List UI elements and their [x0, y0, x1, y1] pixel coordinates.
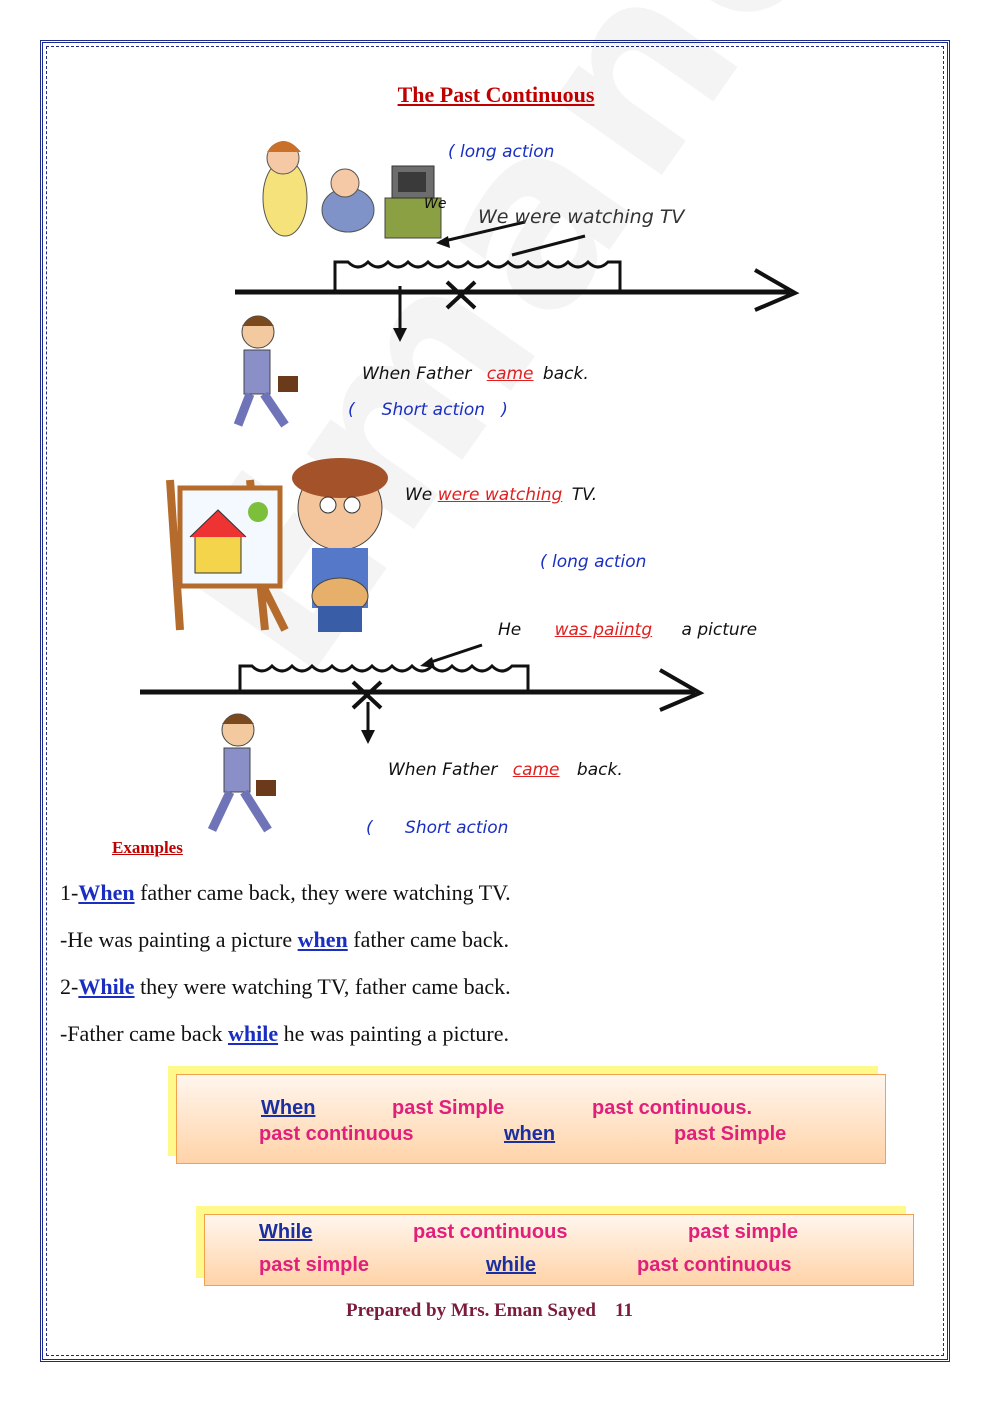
example-pre: -Father came back — [60, 1021, 228, 1046]
examples-heading: Examples — [112, 838, 183, 857]
was-painting-verb: was paiintg — [554, 620, 653, 640]
we-label-small: We — [424, 196, 447, 212]
he-text: He — [498, 620, 522, 640]
box2-while-keyword-2: while — [486, 1254, 537, 1276]
long-action-label-1: ( long action — [448, 142, 555, 162]
box1-past-continuous-2: past continuous — [259, 1123, 414, 1145]
when-father-label-2 — [388, 760, 623, 780]
back-text: back. — [576, 760, 623, 780]
page-title: The Past Continuous — [397, 82, 595, 107]
tv-text: TV. — [571, 485, 598, 505]
box2-past-simple: past simple — [688, 1221, 799, 1243]
example-post: he was painting a picture. — [278, 1021, 510, 1046]
box1-past-simple: past Simple — [392, 1097, 505, 1119]
example-post: father came back. — [347, 927, 509, 952]
we-were-watching-label: We were watching TV — [478, 206, 685, 228]
example-line-1 — [60, 880, 511, 906]
box2-past-continuous-2: past continuous — [637, 1254, 792, 1276]
box1-past-continuous: past continuous. — [592, 1097, 752, 1119]
were-watching-verb: were watching — [437, 485, 563, 505]
timeline-1 — [235, 222, 795, 342]
came-verb: came — [486, 364, 534, 384]
example-keyword: When — [78, 880, 135, 905]
came-verb: came — [512, 760, 560, 780]
family-tv-illustration — [263, 141, 441, 238]
when-father-label-1 — [362, 364, 589, 384]
back-text: back. — [542, 364, 589, 384]
he-painting-line — [498, 620, 757, 640]
example-post: father came back, they were watching TV. — [134, 880, 511, 905]
a-picture-text: a picture — [681, 620, 758, 640]
when-father-text: When Father — [388, 760, 498, 780]
box1-past-simple-2: past Simple — [674, 1123, 787, 1145]
example-post: they were watching TV, father came back. — [134, 974, 511, 999]
example-line-4 — [60, 1021, 509, 1047]
example-keyword: While — [78, 974, 135, 999]
example-keyword: while — [227, 1021, 279, 1046]
painter-boy-illustration — [170, 458, 388, 632]
box2-past-simple-2: past simple — [259, 1254, 370, 1276]
example-line-2 — [60, 927, 509, 953]
example-pre: 1- — [60, 880, 79, 905]
we-were-watching-line — [405, 485, 597, 505]
short-action-label-2: ( Short action — [366, 818, 509, 838]
box1-when-keyword: When — [261, 1097, 316, 1119]
box1-when-keyword-2: when — [504, 1123, 556, 1145]
page-footer: Prepared by Mrs. Eman Sayed 11 — [346, 1300, 633, 1321]
box2-while-keyword: While — [259, 1221, 313, 1243]
example-keyword: when — [297, 927, 348, 952]
box2-past-continuous: past continuous — [413, 1221, 568, 1243]
long-action-label-2: ( long action — [540, 552, 647, 572]
we-text: We — [405, 485, 433, 505]
when-father-text: When Father — [362, 364, 472, 384]
short-action-label-1: ( Short action ) — [348, 400, 508, 420]
example-pre: 2- — [60, 974, 79, 999]
man-walking-illustration-1 — [238, 316, 298, 425]
example-line-3 — [60, 974, 511, 1000]
man-walking-illustration-2 — [212, 714, 276, 830]
example-pre: -He was painting a picture — [60, 927, 298, 952]
